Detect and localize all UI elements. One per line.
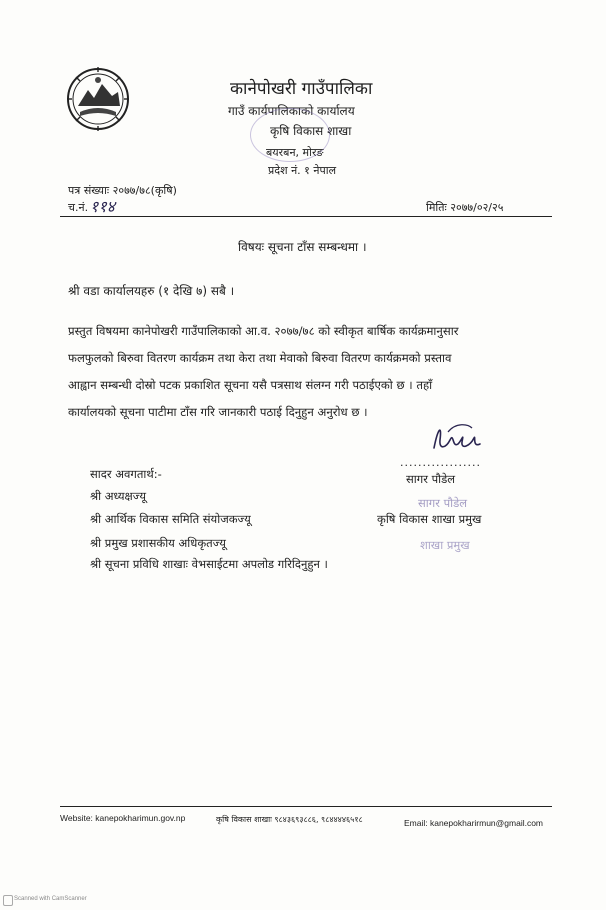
footer-phone: कृषि विकास शाखाः ९८४३६९३८८६, ९८४४४४६५१८ [216, 815, 363, 824]
stamp-name: सागर पौडेल [418, 496, 468, 510]
letter-number: पत्र संख्याः २०७७/७८(कृषि) [68, 184, 177, 197]
dispatch-label: च.नं. [68, 201, 89, 214]
footer-email: Email: kanepokharirmun@gmail.com [404, 818, 544, 828]
footer-website: Website: kanepokharimun.gov.np [60, 813, 186, 823]
office-address: बयरबन, मोरङ [266, 146, 324, 159]
body-line: कार्यालयको सूचना पाटीमा टाँस गरि जानकारी पठाई दिनुहुन अनुरोध छ । [68, 405, 368, 419]
office-name: गाउँ कार्यपालिकाको कार्यालय [228, 104, 355, 118]
handwritten-signature [428, 418, 488, 458]
province-line: प्रदेश नं. १ नेपाल [268, 164, 337, 177]
signatory-title: कृषि विकास शाखा प्रमुख [377, 512, 482, 526]
scanner-watermark: Scanned with CamScanner [14, 896, 87, 902]
body-line: प्रस्तुत विषयमा कानेपोखरी गाउँपालिकाको आ.व. २०७७/७८ को स्वीकृत बार्षिक कार्यक्रमानुसार [68, 324, 459, 338]
cc-heading: सादर अवगतार्थ:- [90, 467, 162, 481]
nepal-emblem-icon [66, 66, 130, 132]
municipality-name: कानेपोखरी गाउँपालिका [230, 79, 373, 99]
camscanner-icon [3, 895, 13, 906]
letter-body [68, 318, 548, 426]
letter-date: मितिः २०७७/०२/२५ [426, 201, 504, 214]
cc-item: श्री आर्थिक विकास समिति संयोजकज्यू [90, 512, 251, 526]
footer-divider [60, 806, 552, 807]
body-line: आह्वान सम्बन्धी दोस्रो पटक प्रकाशित सूचना यसै पत्रसाथ संलग्न गरी पठाईएको छ । तहाँ [68, 378, 433, 392]
header-divider [60, 216, 552, 217]
signatory-name: सागर पौडेल [406, 472, 456, 486]
letter-recipient: श्री वडा कार्यालयहरु (१ देखि ७) सबै । [68, 284, 235, 298]
cc-item: श्री प्रमुख प्रशासकीय अधिकृतज्यू [90, 536, 226, 550]
branch-name: कृषि विकास शाखा [270, 124, 352, 138]
cc-item: श्री सूचना प्रविधि शाखाः वेभसाईटमा अपलोड गरिदिनुहुन । [90, 557, 328, 571]
dispatch-number: ११४ [90, 197, 115, 216]
signature-line: .................. [400, 456, 481, 469]
stamp-title: शाखा प्रमुख [420, 538, 470, 552]
office-stamp [250, 108, 330, 162]
cc-item: श्री अध्यक्षज्यू [90, 489, 147, 503]
letter-subject: विषयः सूचना टाँस सम्बन्धमा । [238, 240, 367, 254]
body-line: फलफुलको बिरुवा वितरण कार्यक्रम तथा केरा तथा मेवाको बिरुवा वितरण कार्यक्रमको प्रस्ताव [68, 351, 452, 365]
